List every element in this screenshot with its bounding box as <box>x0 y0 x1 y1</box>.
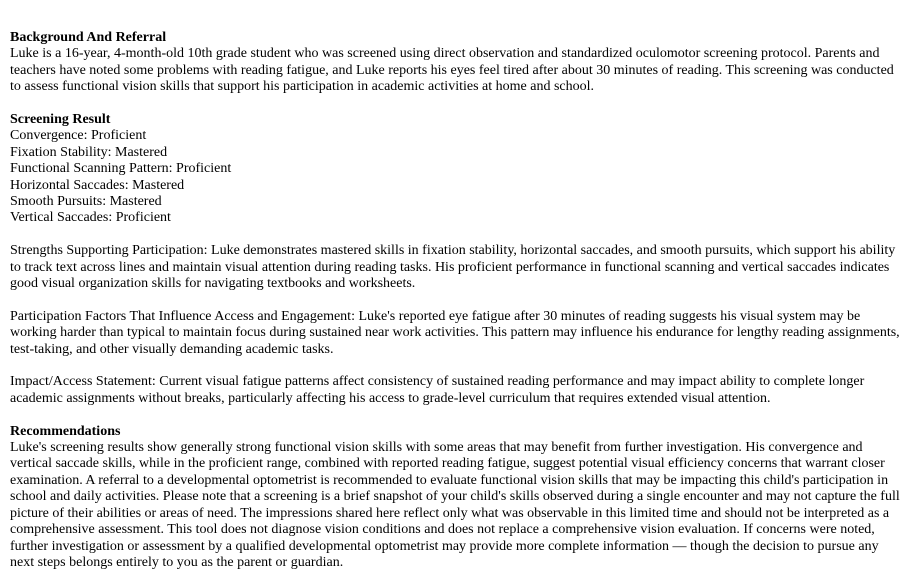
background-and-referral-text: Luke is a 16-year, 4-month-old 10th grade student who was screened using direct observation and standardized oculomotor screening protocol. Parents and teachers have noted some problems with reading fatigue, and Luke reports his eyes feel tired after about 30 minutes of reading. This screening was conducted to assess functional vision skills that support his participation in academic activities at home and school. <box>10 46 894 95</box>
screening-result-heading: Screening Result <box>10 112 111 128</box>
skill-label: Horizontal Saccades : <box>10 178 132 193</box>
skill-rating: Mastered <box>109 194 162 210</box>
recommendations-heading: Recommendations <box>10 423 121 439</box>
skill-rating: Mastered <box>132 177 185 193</box>
section-screening-result <box>10 112 901 227</box>
skill-label: Vertical Saccades : <box>10 210 116 225</box>
skill-rating: Proficient <box>91 128 147 144</box>
screening-result-row-smooth-pursuits <box>10 194 901 210</box>
section-recommendations <box>10 424 901 572</box>
screening-result-row-vertical-saccades <box>10 210 901 226</box>
screening-result-row-fixation-stability <box>10 145 901 161</box>
skill-rating: Proficient <box>176 161 232 177</box>
participation-factors-paragraph: Participation Factors That Influence Access and Engagement: Luke's reported eye fatigue after 30 minutes of reading suggests his visual system may be working harder than typical to maintain focus during sustained near work activities. This pattern may influence his endurance for lengthy reading assignments, test-taking, and other visually demanding academic tasks. <box>10 308 900 357</box>
screening-result-row-functional-scanning-pattern <box>10 161 901 177</box>
skill-label: Functional Scanning Pattern : <box>10 161 176 176</box>
skill-rating: Proficient <box>115 210 171 226</box>
section-background-and-referral <box>10 30 901 96</box>
recommendations-text: Luke's screening results show generally strong functional vision skills with some areas that may benefit from further investigation. His convergence and vertical saccade skills, while in the proficient range, combined with reported reading fatigue, suggest potential visual efficiency concerns that warrant closer examination. A referral to a developmental optometrist is recommended to evaluate functional vision skills that may be impacting this child's participation in school and daily activities. Please note that a screening is a brief snapshot of your child's skills observed during a single encounter and may not capture the full picture of their abilities or areas of need. The impressions shared here reflect only what was observable in this limited time and should not be interpreted as a comprehensive assessment. This tool does not diagnose vision conditions and does not replace a comprehensive vision evaluation. If concerns were noted, further investigation or assessment by a qualified developmental optometrist may provide more complete information — though the decision to pursue any next steps belongs entirely to you as the parent or guardian. <box>10 440 900 570</box>
skill-rating: Mastered <box>115 144 168 160</box>
strengths-supporting-participation-paragraph: Strengths Supporting Participation: Luke demonstrates mastered skills in fixation stability, horizontal saccades, and smooth pursuits, which support his ability to track text across lines and maintain visual attention during reading tasks. His proficient performance in functional scanning and vertical saccades indicates good visual organization skills for navigating textbooks and worksheets. <box>10 243 896 292</box>
background-and-referral-heading: Background And Referral <box>10 30 167 45</box>
skill-label: Convergence : <box>10 128 91 143</box>
screening-result-row-horizontal-saccades <box>10 178 901 194</box>
skill-label: Fixation Stability : <box>10 145 115 160</box>
impact-access-statement-paragraph: Impact/Access Statement: Current visual fatigue patterns affect consistency of sustained reading performance and may impact ability to complete longer academic assignments without breaks, particularly affecting his access to grade-level curriculum that requires extended visual attention. <box>10 374 865 406</box>
skill-label: Smooth Pursuits : <box>10 194 110 209</box>
screening-result-row-convergence <box>10 128 901 144</box>
